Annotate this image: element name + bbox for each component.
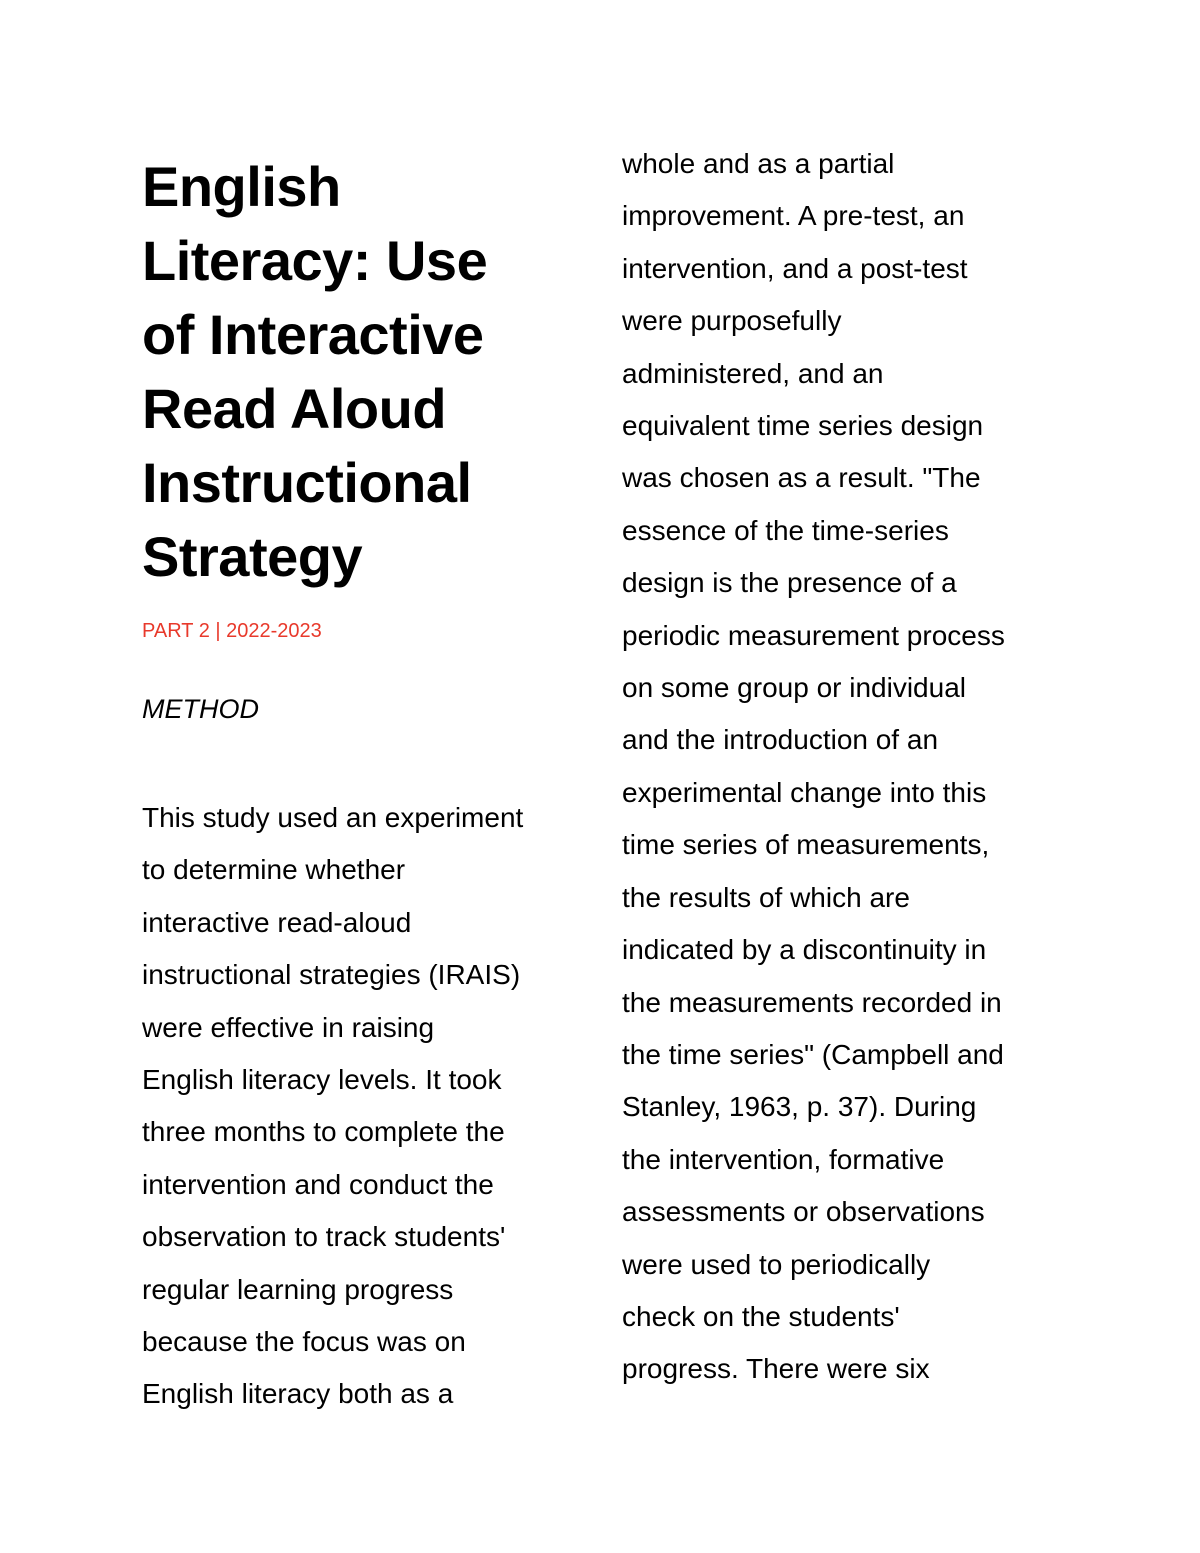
left-column — [142, 150, 582, 1421]
text-line: observation to track students' — [142, 1221, 506, 1253]
text-line: design is the presence of a — [622, 567, 957, 599]
title-line: of Interactive — [142, 303, 484, 366]
title-line: Literacy: Use — [142, 229, 488, 292]
title-line: English — [142, 155, 341, 218]
text-line: administered, and an — [622, 357, 884, 389]
text-line: the results of which are — [622, 881, 910, 913]
text-line: to determine whether — [142, 854, 406, 886]
right-column — [622, 138, 1072, 1396]
text-line: indicated by a discontinuity in — [622, 934, 987, 966]
text-line: because the focus was on — [142, 1326, 466, 1358]
text-line: was chosen as a result. "The — [622, 462, 981, 494]
text-line: and the introduction of an — [622, 724, 939, 756]
text-line: check on the students' — [622, 1300, 900, 1332]
text-line: were used to periodically — [622, 1248, 931, 1280]
text-line: intervention and conduct the — [142, 1168, 494, 1200]
text-line: periodic measurement process — [622, 619, 1005, 651]
text-line: three months to complete the — [142, 1116, 505, 1148]
text-line: the time series" (Campbell and — [622, 1038, 1004, 1070]
text-line: essence of the time-series — [622, 514, 949, 546]
text-line: experimental change into this — [622, 776, 987, 808]
text-line: were purposefully — [622, 305, 842, 337]
text-line: English literacy both as a — [142, 1378, 454, 1410]
section-heading: METHOD — [142, 694, 259, 724]
text-line: This study used an experiment — [142, 802, 524, 833]
text-line: time series of measurements, — [622, 829, 990, 861]
text-line: the intervention, formative — [622, 1143, 945, 1175]
title-line: Strategy — [142, 525, 363, 588]
text-line: English literacy levels. It took — [142, 1064, 502, 1096]
text-line: the measurements recorded in — [622, 986, 1002, 1018]
text-line: intervention, and a post-test — [622, 252, 968, 284]
title-line: Instructional — [142, 451, 472, 514]
text-line: assessments or observations — [622, 1196, 985, 1228]
title-line: Read Aloud — [142, 377, 447, 440]
left-body-text — [142, 792, 582, 1421]
text-line: interactive read-aloud — [142, 906, 412, 938]
text-line: Stanley, 1963, p. 37). During — [622, 1091, 977, 1123]
text-line: regular learning progress — [142, 1273, 454, 1305]
part-label: PART 2 | 2022-2023 — [142, 620, 322, 642]
text-line: progress. There were six — [622, 1353, 930, 1385]
text-line: equivalent time series design — [622, 410, 984, 442]
text-line: whole and as a partial — [622, 148, 895, 179]
text-line: improvement. A pre-test, an — [622, 200, 965, 232]
text-line: on some group or individual — [622, 672, 966, 704]
text-line: were effective in raising — [142, 1011, 435, 1043]
document-title — [142, 150, 582, 594]
right-body-text — [622, 138, 1072, 1396]
text-line: instructional strategies (IRAIS) — [142, 959, 521, 991]
